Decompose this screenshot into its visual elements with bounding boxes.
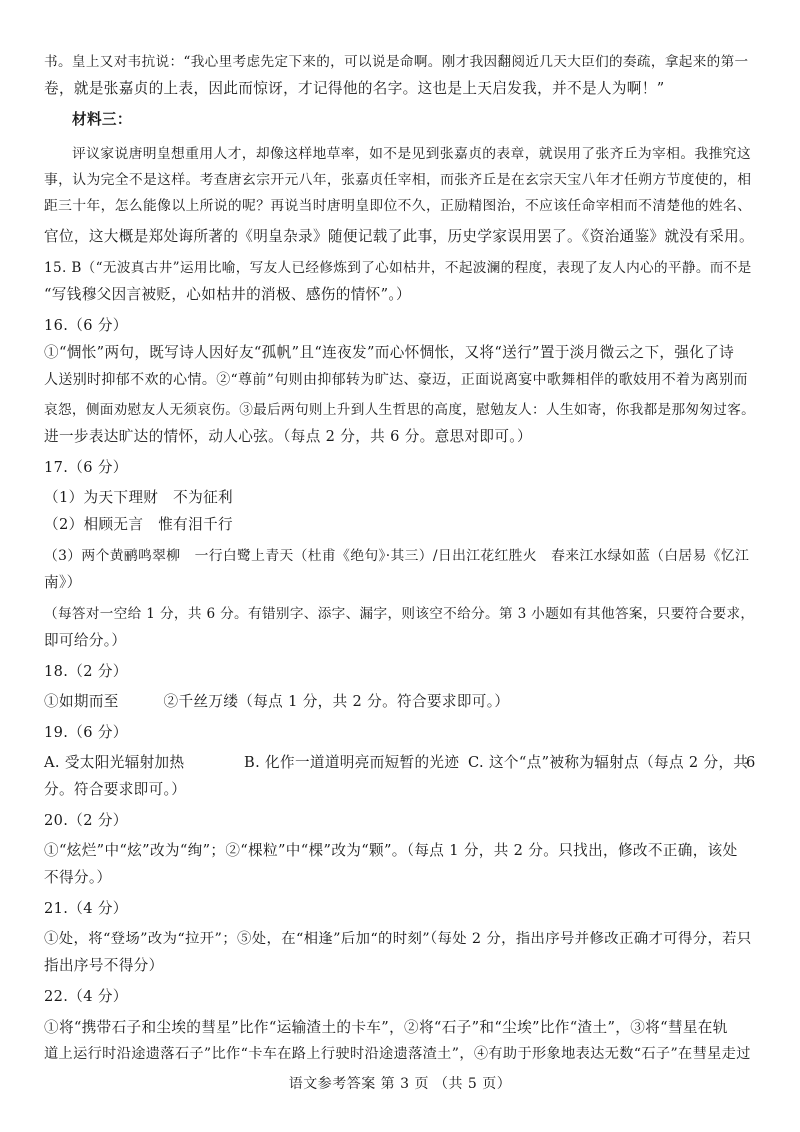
- question-19-header: 19.（6 分）: [44, 724, 128, 741]
- answer-22: ①将“携带石子和尘埃的彗星”比作“运输渣土的卡车”，②将“石子”和“尘埃”比作“渣土”，③将“彗星在轨: [44, 1019, 728, 1036]
- question-21-header: 21.（4 分）: [44, 900, 128, 917]
- answer-19-c-cont: 6: [746, 754, 756, 771]
- text-line: 官位，这大概是郑处诲所著的《明皇杂录》随便记载了此事，历史学家误用罢了。《资治通鉴》就没有采用。: [44, 228, 755, 245]
- answer-19-b: B. 化作一道道明亮而短暂的光迹: [244, 754, 460, 771]
- answer-19-a: A. 受太阳光辐射加热: [44, 754, 185, 771]
- question-22-header: 22.（4 分）: [44, 988, 128, 1005]
- question-18-header: 18.（2 分）: [44, 663, 128, 680]
- answer-20: ①“炫烂”中“炫”改为“绚”；②“棵粒”中“棵”改为“颗”。（每点 1 分，共 2 分。只找出，修改不正确，该处: [44, 842, 738, 859]
- text-line: 事，认为完全不是这样。考查唐玄宗开元八年，张嘉贞任宰相，而张齐丘是在玄宗天宝八年才任朔方节度使的，相: [44, 172, 752, 188]
- question-20-header: 20.（2 分）: [44, 812, 128, 829]
- section-heading-material-3: 材料三：: [72, 111, 132, 128]
- answer-18: ①如期而至 ②千丝万缕（每点 1 分，共 2 分。符合要求即可。）: [44, 693, 510, 710]
- answer-19-c: C. 这个“点”被称为辐射点（每点 2 分，共: [468, 754, 749, 771]
- answer-17-1: （1）为天下理财 不为征利: [44, 489, 233, 506]
- text-line: 进一步表达旷达的情怀，动人心弦。（每点 2 分，共 6 分。意思对即可。）: [44, 428, 532, 445]
- text-line: 评议家说唐明皇想重用人才，却像这样地草率，如不是见到张嘉贞的表章，就误用了张齐丘为宰相。我推究这: [72, 146, 752, 162]
- text-line: 即可给分。）: [44, 632, 127, 649]
- text-line: 指出序号不得分）: [44, 957, 164, 974]
- text-line: “写钱穆父因言被贬，心如枯井的消极、感伤的情怀”。）: [44, 286, 411, 303]
- text-line: 南》）: [44, 574, 82, 591]
- text-line: ①“惆怅”两句，既写诗人因好友“孤帆”且“连夜发”而心怀惆怅，又将“送行”置于淡月微云之下，强化了诗: [44, 344, 735, 361]
- text-line: 距三十年，怎么能像以上所说的呢？再说当时唐明皇即位不久，正励精图治，不应该任命宰相而不清楚他的姓名、: [44, 198, 752, 214]
- text-line: 分。符合要求即可。）: [44, 781, 187, 798]
- page-footer: 语文参考答案 第 3 页 （共 5 页）: [288, 1076, 512, 1092]
- question-17-header: 17.（6 分）: [44, 459, 128, 476]
- answer-17-3: （3）两个黄鹂鸣翠柳 一行白鹭上青天（杜甫《绝句》·其三）/日出江花红胜火 春来江水绿如蓝（白居易《忆江: [44, 548, 750, 564]
- text-line: 书。皇上又对韦抗说：“我心里考虑先定下来的，可以说是命啊。刚才我因翻阅近几天大臣们的奏疏，拿起来的第一: [44, 54, 749, 70]
- text-line: 不得分。）: [44, 869, 112, 886]
- text-line: 卷，就是张嘉贞的上表，因此而惊讶，才记得他的名字。这也是上天启发我，并不是人为啊！”: [44, 80, 665, 97]
- text-line: 道上运行时沿途遗落石子”比作“卡车在路上行驶时沿途遗落渣土”，④有助于形象地表达无数“石子”在彗星走过: [44, 1046, 751, 1062]
- text-line: （每答对一空给 1 分，共 6 分。有错别字、添字、漏字，则该空不给分。第 3 小题如有其他答案，只要符合要求，: [44, 606, 755, 622]
- answer-15: 15. B（“无波真古井”运用比喻，写友人已经修炼到了心如枯井，不起波澜的程度，表现了友人内心的平静。而不是: [44, 260, 752, 276]
- text-line: 人送别时抑郁不欢的心情。②“尊前”句则由抑郁转为旷达、豪迈，正面说离宴中歌舞相伴的歌妓用不着为离别而: [44, 372, 748, 388]
- text-line: 哀怨，侧面劝慰友人无须哀伤。③最后两句则上升到人生哲思的高度，慰勉友人：人生如寄，你我都是那匆匆过客。: [44, 402, 756, 418]
- answer-21: ①处，将“登场”改为“拉开”；⑤处，在“相逢”后加“的时刻”（每处 2 分，指出序号并修改正确才可得分，若只: [44, 931, 752, 947]
- question-16-header: 16.（6 分）: [44, 317, 128, 334]
- answer-17-2: （2）相顾无言 惟有泪千行: [44, 516, 233, 533]
